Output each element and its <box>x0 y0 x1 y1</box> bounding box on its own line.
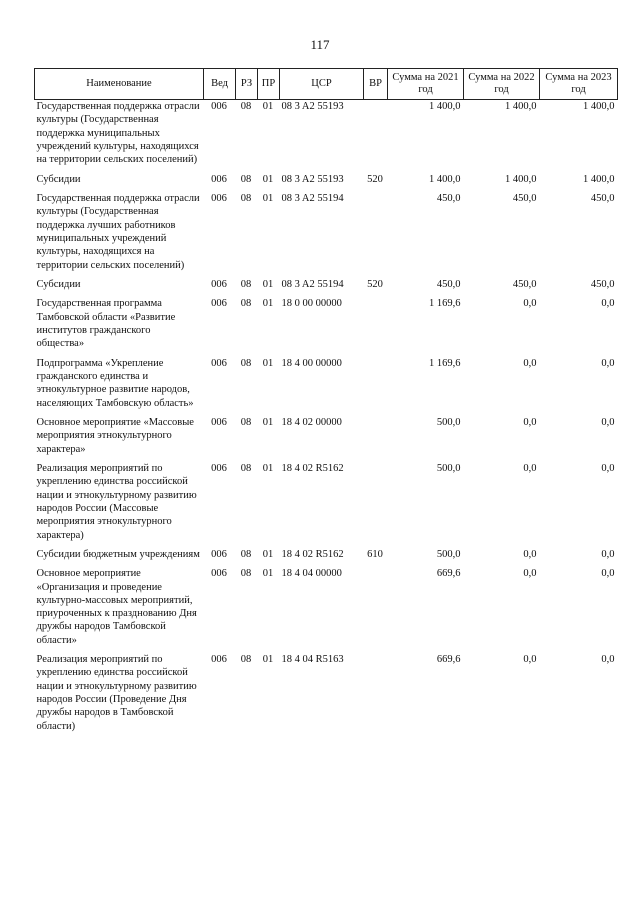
cell-sum2021: 500,0 <box>436 416 461 428</box>
cell-vr <box>364 567 388 653</box>
cell-sum2022: 0,0 <box>523 462 537 474</box>
table-row <box>35 278 618 297</box>
cell-ved: 006 <box>211 173 227 185</box>
cell-sum2021: 500,0 <box>436 548 461 560</box>
cell-name: Реализация мероприятий по укреплению единства российской нации и этнокультурному развитию народов России (Проведение Дня дружбы народов в Тамбовской области) <box>36 654 197 732</box>
cell-ved: 006 <box>211 298 227 310</box>
cell-pr: 01 <box>262 462 274 474</box>
cell-rz: 08 <box>240 416 252 428</box>
cell-sum2023: 0,0 <box>601 462 615 474</box>
column-header-name: Наименование <box>35 69 204 100</box>
cell-vr: 610 <box>367 548 383 560</box>
cell-pr: 01 <box>262 416 274 428</box>
cell-name: Основное мероприятие «Массовые мероприятия этнокультурного характера» <box>36 416 194 455</box>
cell-name: Государственная поддержка отрасли культуры (Государственная поддержка лучших работников муниципальных учреждений культуры, находящихся на территории сельских поселений) <box>36 192 200 271</box>
cell-sum2023: 1 400,0 <box>583 173 615 185</box>
column-header-sum-2023: Сумма на 2023 год <box>540 69 618 100</box>
cell-csr: 18 4 00 00000 <box>281 357 342 369</box>
cell-pr: 01 <box>262 568 274 580</box>
cell-csr: 08 3 A2 55194 <box>281 192 344 204</box>
cell-rz: 08 <box>240 101 252 112</box>
column-header-rz: РЗ <box>236 69 258 100</box>
cell-vr <box>364 357 388 416</box>
cell-name: Государственная программа Тамбовской области «Развитие институтов гражданского общества» <box>36 298 176 350</box>
cell-vr <box>364 462 388 548</box>
cell-sum2022: 0,0 <box>523 298 537 310</box>
cell-sum2021: 450,0 <box>436 192 461 204</box>
cell-rz: 08 <box>240 192 252 204</box>
cell-rz: 08 <box>240 173 252 185</box>
column-header-vr: ВР <box>364 69 388 100</box>
cell-csr: 18 4 02 R5162 <box>281 548 344 560</box>
cell-sum2021: 500,0 <box>436 462 461 474</box>
cell-rz: 08 <box>240 357 252 369</box>
column-header-sum-2022: Сумма на 2022 год <box>464 69 540 100</box>
cell-name: Подпрограмма «Укрепление гражданского единства и этнокультурное развитие народов, населяющих Тамбовскую область» <box>36 357 194 409</box>
cell-sum2022: 1 400,0 <box>505 101 537 112</box>
cell-sum2023: 1 400,0 <box>583 101 615 112</box>
cell-sum2023: 0,0 <box>601 654 615 666</box>
table-row <box>35 297 618 356</box>
cell-csr: 18 4 04 R5163 <box>281 654 344 666</box>
cell-sum2021: 1 169,6 <box>429 357 461 369</box>
cell-ved: 006 <box>211 357 227 369</box>
cell-name: Основное мероприятие «Организация и проведение культурно-массовых мероприятий, приуроченных к празднованию Дня дружбы народов Тамбовской области» <box>36 568 197 646</box>
cell-pr: 01 <box>262 173 274 185</box>
cell-pr: 01 <box>262 192 274 204</box>
cell-ved: 006 <box>211 101 227 112</box>
table-row <box>35 548 618 567</box>
cell-sum2022: 450,0 <box>512 278 537 290</box>
cell-vr <box>364 100 388 173</box>
cell-ved: 006 <box>211 462 227 474</box>
table-row <box>35 192 618 278</box>
budget-table <box>34 68 618 739</box>
cell-ved: 006 <box>211 548 227 560</box>
cell-csr: 18 4 02 R5162 <box>281 462 344 474</box>
cell-sum2023: 0,0 <box>601 416 615 428</box>
cell-rz: 08 <box>240 298 252 310</box>
cell-vr <box>364 416 388 462</box>
column-header-pr: ПР <box>258 69 280 100</box>
table-header-row <box>35 69 618 100</box>
table-row <box>35 100 618 173</box>
cell-rz: 08 <box>240 548 252 560</box>
cell-ved: 006 <box>211 192 227 204</box>
table-row <box>35 173 618 192</box>
cell-vr <box>364 297 388 356</box>
cell-rz: 08 <box>240 568 252 580</box>
cell-name: Реализация мероприятий по укреплению единства российской нации и этнокультурному развитию народов России (Массовые мероприятия этнокультурного характера) <box>36 462 197 541</box>
cell-sum2022: 1 400,0 <box>505 173 537 185</box>
cell-pr: 01 <box>262 548 274 560</box>
cell-sum2022: 0,0 <box>523 568 537 580</box>
cell-ved: 006 <box>211 568 227 580</box>
cell-csr: 08 3 A2 55193 <box>281 173 344 185</box>
column-header-csr: ЦСР <box>280 69 364 100</box>
cell-pr: 01 <box>262 278 274 290</box>
cell-sum2021: 1 169,6 <box>429 298 461 310</box>
cell-sum2023: 0,0 <box>601 548 615 560</box>
cell-csr: 08 3 A2 55194 <box>281 278 344 290</box>
column-header-sum-2021: Сумма на 2021 год <box>388 69 464 100</box>
cell-pr: 01 <box>262 654 274 666</box>
cell-name: Государственная поддержка отрасли культуры (Государственная поддержка муниципальных учреждений культуры, находящихся на территории сельских поселений) <box>36 101 200 166</box>
cell-csr: 18 4 04 00000 <box>281 568 342 580</box>
cell-pr: 01 <box>262 101 274 112</box>
cell-sum2022: 0,0 <box>523 357 537 369</box>
table-row <box>35 416 618 462</box>
cell-sum2023: 450,0 <box>590 278 615 290</box>
cell-sum2023: 0,0 <box>601 298 615 310</box>
cell-name: Субсидии бюджетным учреждениям <box>36 548 200 560</box>
table-row <box>35 357 618 416</box>
table-row <box>35 462 618 548</box>
cell-rz: 08 <box>240 462 252 474</box>
cell-csr: 08 3 A2 55193 <box>281 101 344 112</box>
cell-sum2022: 0,0 <box>523 548 537 560</box>
cell-vr: 520 <box>367 278 383 290</box>
cell-csr: 18 4 02 00000 <box>281 416 342 428</box>
cell-sum2023: 0,0 <box>601 357 615 369</box>
table-body <box>35 100 618 740</box>
cell-sum2021: 1 400,0 <box>429 101 461 112</box>
cell-pr: 01 <box>262 298 274 310</box>
cell-vr <box>364 653 388 739</box>
column-header-ved: Вед <box>204 69 236 100</box>
cell-rz: 08 <box>240 654 252 666</box>
table-row <box>35 653 618 739</box>
cell-sum2023: 450,0 <box>590 192 615 204</box>
cell-sum2021: 1 400,0 <box>429 173 461 185</box>
cell-rz: 08 <box>240 278 252 290</box>
cell-sum2022: 0,0 <box>523 654 537 666</box>
cell-sum2023: 0,0 <box>601 568 615 580</box>
cell-name: Субсидии <box>36 278 81 290</box>
cell-vr: 520 <box>367 173 383 185</box>
cell-csr: 18 0 00 00000 <box>281 298 342 310</box>
cell-vr <box>364 192 388 278</box>
cell-sum2022: 450,0 <box>512 192 537 204</box>
cell-pr: 01 <box>262 357 274 369</box>
table-row <box>35 567 618 653</box>
cell-name: Субсидии <box>36 173 81 185</box>
cell-ved: 006 <box>211 416 227 428</box>
cell-sum2022: 0,0 <box>523 416 537 428</box>
page-number: 117 <box>310 37 330 52</box>
cell-ved: 006 <box>211 278 227 290</box>
cell-ved: 006 <box>211 654 227 666</box>
cell-sum2021: 669,6 <box>436 568 461 580</box>
cell-sum2021: 450,0 <box>436 278 461 290</box>
cell-sum2021: 669,6 <box>436 654 461 666</box>
